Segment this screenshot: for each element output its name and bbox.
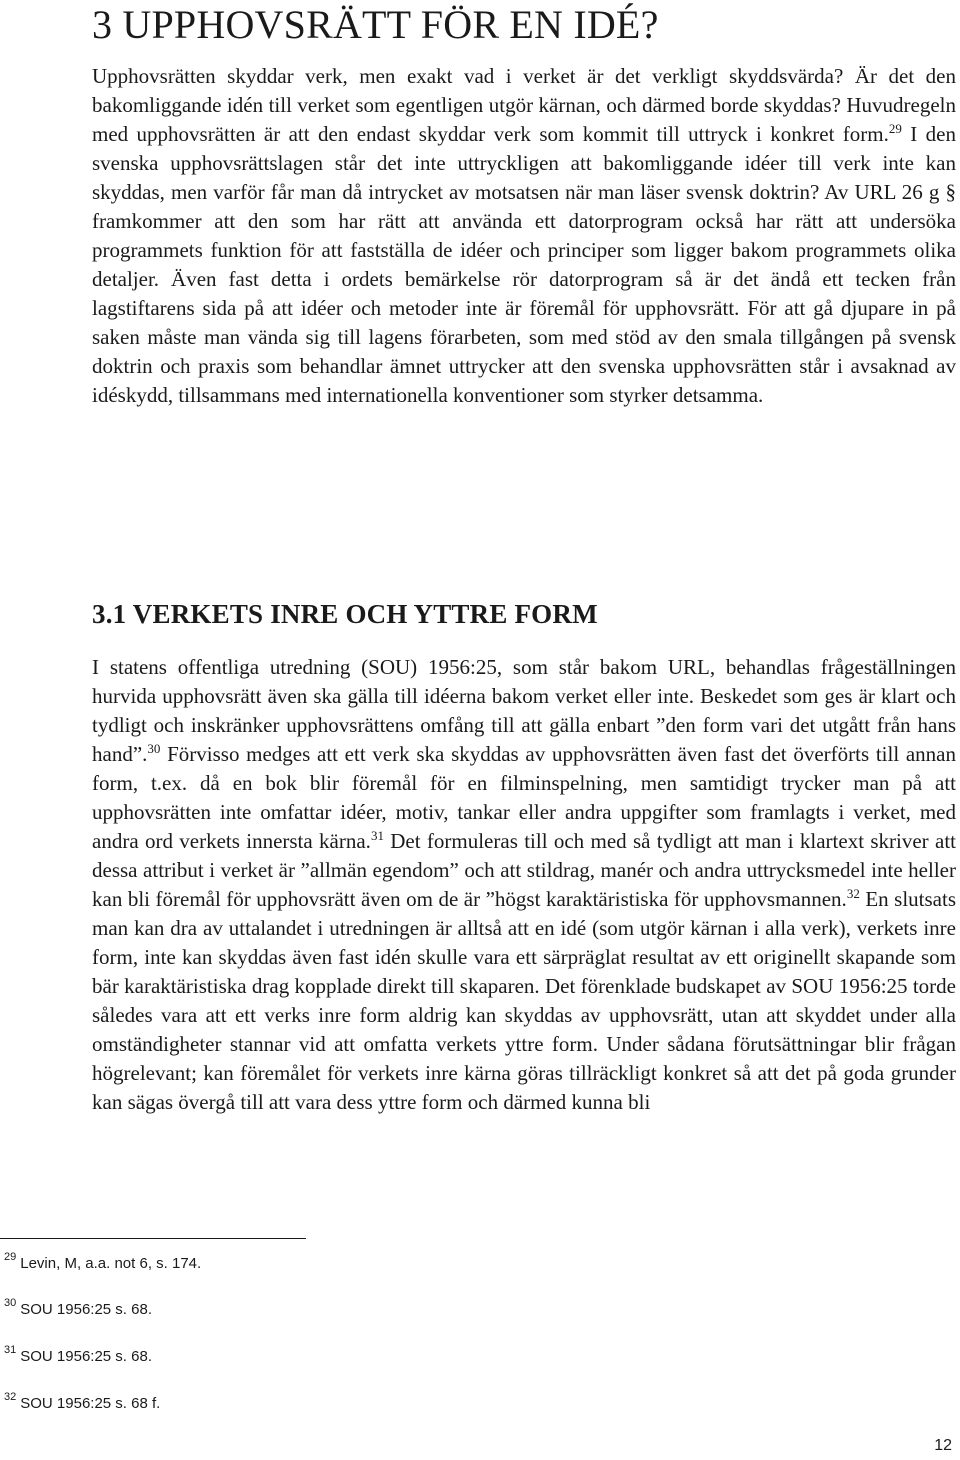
footnote-31 bbox=[4, 1344, 152, 1367]
footnote-text: SOU 1956:25 s. 68. bbox=[20, 1301, 152, 1318]
section-heading: 3.1 VERKETS INRE OCH YTTRE FORM bbox=[92, 599, 598, 629]
paragraph-text: I statens offentliga utredning (SOU) 1956:25, som står bakom URL, behandlas frågeställningen hurvida upphovsrätt även ska gälla till idéerna bakom verket eller inte. Beskedet som ges är klart och tydligt och inskränker upphovsrättens omfång till att gälla enbart ”den form vari det utgått från hans hand”. bbox=[92, 655, 956, 766]
footnote-text: Levin, M, a.a. not 6, s. 174. bbox=[20, 1255, 202, 1272]
paragraph-text: Det formuleras till och med så tydligt att man i klartext skriver att dessa attribut i verket är ”allmän egendom” och att stildrag, manér och andra uttrycksmedel inte heller kan bli föremål för upphovsrätt även om de är ”högst karaktäristiska för upphovsmannen. bbox=[92, 829, 956, 911]
footnote-reference-29[interactable]: 29 bbox=[888, 121, 902, 136]
footnote-32 bbox=[4, 1391, 161, 1414]
footnote-text: SOU 1956:25 s. 68. bbox=[20, 1348, 152, 1365]
footnote-number: 29 bbox=[4, 1251, 17, 1263]
chapter-heading: 3 UPPHOVSRÄTT FÖR EN IDÉ? bbox=[92, 2, 659, 47]
footnote-separator bbox=[0, 1238, 306, 1239]
section-paragraph bbox=[92, 653, 956, 1117]
paragraph-text: I den svenska upphovsrättslagen står det inte uttryckligen att bakomliggande idéer till verk inte kan skyddas, men varför får man då intrycket av motsatsen när man läser svensk doktrin? Av URL 26 g § framkommer att den som har rätt att använda ett datorprogram också har rätt att undersöka programmets funktion för att fastställa de idéer och principer som ligger bakom programmets olika detaljer. Även fast detta i ordets bemärkelse rör datorprogram så är det ändå ett tecken från lagstiftarens sida på att idéer och metoder inte är föremål för upphovsrätt. För att gå djupare in på saken måste man vända sig till lagens förarbeten, som med stöd av den smala tillgången på svensk doktrin och praxis som behandlar ämnet uttrycker att den svenska upphovsrätten står i avsaknad av idéskydd, tillsammans med internationella konventioner som styrker detsamma. bbox=[92, 122, 956, 407]
footnote-text: SOU 1956:25 s. 68 f. bbox=[20, 1395, 161, 1412]
page-number: 12 bbox=[934, 1437, 952, 1454]
footnote-30 bbox=[4, 1297, 152, 1320]
paragraph-text: En slutsats man kan dra av uttalandet i utredningen är alltså att en idé (som utgör kärnan i alla verk), verkets inre form, inte kan skyddas även fast idén skulle vara ett särpräglat resultat av ett originellt skapande som bär karaktäristiska drag kopplade direkt till skaparen. Det förenklade budskapet av SOU 1956:25 torde således vara att ett verks inre form aldrig kan skyddas av upphovsrätt, utan att skyddet under alla omständigheter stannar vid att omfatta verkets yttre form. Under sådana förutsättningar blir frågan högrelevant; kan föremålet för verkets inre kärna göras tillräckligt konkret så att det på goda grunder kan sägas övergå till att vara dess yttre form och därmed kunna bli bbox=[92, 887, 956, 1114]
footnote-number: 30 bbox=[4, 1297, 17, 1309]
chapter-paragraph bbox=[92, 62, 956, 410]
footnote-number: 32 bbox=[4, 1391, 17, 1403]
paragraph-text: Upphovsrätten skyddar verk, men exakt vad i verket är det verkligt skyddsvärda? Är det den bakomliggande idén till verket som egentligen utgör kärnan, och därmed borde skyddas? Huvudregeln med upphovsrätten är att den endast skyddar verk som kommit till uttryck i konkret form. bbox=[92, 64, 956, 146]
footnote-reference-31[interactable]: 31 bbox=[370, 828, 384, 843]
footnote-reference-30[interactable]: 30 bbox=[147, 741, 161, 756]
footnote-29 bbox=[4, 1251, 202, 1274]
paragraph-text: Förvisso medges att ett verk ska skyddas av upphovsrätten även fast det överförts till annan form, t.ex. då en bok blir föremål för en filminspelning, men samtidigt trycker man på att upphovsrätten inte omfattar idéer, motiv, tankar eller andra uppgifter som framlagts i verket, med andra ord verkets innersta kärna. bbox=[92, 742, 956, 853]
footnote-reference-32[interactable]: 32 bbox=[846, 886, 860, 901]
footnote-number: 31 bbox=[4, 1344, 17, 1356]
